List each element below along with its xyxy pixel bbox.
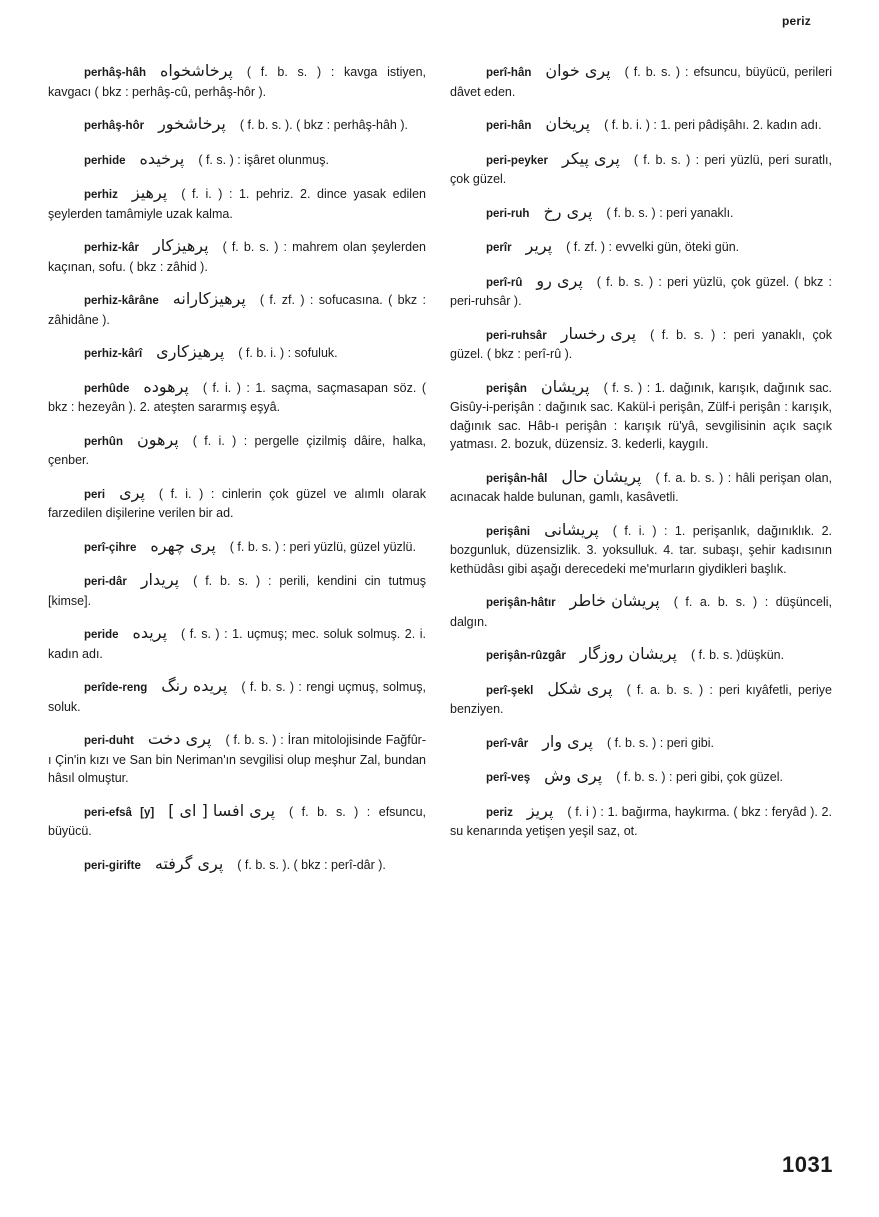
- entry-definition: ( f. s. ) : 1. dağınık, karışık, dağınık sac. Gisûy-i-perişân : dağınık sac. Kakül-i perişân, Zülf-i perişân : karışık, dağınık sac. Hâb-ı perişân : karışık rü'yâ, sevgilisinin açık saçık yatması. 2. bozuk, düzensiz. 3. kederli, kaygılı.: [450, 380, 832, 451]
- dictionary-entry: [450, 592, 832, 631]
- dictionary-entry: [48, 624, 426, 663]
- entry-headword: peride: [84, 629, 119, 641]
- entry-headword: perişân-hâtır: [486, 597, 556, 609]
- entry-headword: perhiz-kârâne: [84, 295, 159, 307]
- dictionary-entry: [450, 272, 832, 311]
- entry-definition: ( f. b. s. ) : İran mitolojisinde Fağfûr-ı Çin'in kızı ve San bin Neriman'ın sevgilisi olup meşhur Zal, bundan hâsıl olmuştur.: [48, 733, 426, 785]
- dictionary-entry: [450, 115, 832, 136]
- dictionary-entry: [450, 150, 832, 189]
- dictionary-entry: [48, 115, 426, 136]
- entry-definition: ( f. i. ) : cinlerin çok güzel ve alımlı olarak farzedilen dişilerine verilen bir ad.: [48, 486, 426, 520]
- dictionary-entry: [48, 184, 426, 223]
- entry-arabic-script: پری رخ: [543, 201, 593, 221]
- entry-definition: ( f. b. s. ) : peri gibi.: [606, 735, 714, 750]
- entry-headword: perhide: [84, 154, 126, 167]
- entry-arabic-script: پریز: [526, 800, 554, 820]
- entry-arabic-script: پری گرفته: [154, 853, 224, 873]
- entry-definition: ( f. i. ) : 1. perişanlık, dağınıklık. 2. bozgunluk, düzensizlik. 3. yoksulluk. 4. tar. subaşı, şehir kadısının kethüdâsı gibi aşağı derecedeki me'murların giydikleri başlık.: [450, 523, 832, 576]
- entry-definition: ( f. b. i. ) : sofuluk.: [238, 346, 338, 360]
- entry-arabic-script: پریده: [132, 623, 168, 642]
- dictionary-entry: [450, 802, 832, 841]
- entry-definition: ( f. b. s. ) : perili, kendini cin tutmuş [kimse].: [48, 574, 426, 608]
- entry-headword: peri-peyker: [486, 154, 549, 167]
- entry-headword: perhâş-hâh: [84, 67, 146, 79]
- entry-definition: ( f. i. ) : 1. saçma, saçmasapan söz. ( bkz : hezeyân ). 2. ateşten sararmış eşyâ.: [48, 380, 426, 414]
- entry-arabic-script: پریشان حال: [561, 466, 642, 486]
- entry-headword: peri-ruhsâr: [486, 329, 547, 342]
- entry-headword: peri: [84, 488, 106, 501]
- entry-headword: perî-rû: [486, 276, 523, 289]
- entry-definition: ( f. b. s. ) : peri yanaklı.: [606, 205, 734, 220]
- entry-arabic-script: پری خوان: [545, 61, 611, 80]
- entry-definition: ( f. b. s. ) : kavga istiyen, kavgacı ( bkz : perhâş-cû, perhâş-hôr ).: [48, 65, 426, 99]
- entry-arabic-script: پرخاشخواه: [160, 61, 233, 80]
- dictionary-entry: [48, 571, 426, 610]
- entry-arabic-script: پری رخسار: [560, 323, 637, 343]
- entry-headword: perîr: [486, 242, 512, 254]
- entry-definition: ( f. b. i. ) : 1. peri pâdişâhı. 2. kadın adı.: [604, 118, 822, 132]
- left-column: [48, 62, 426, 889]
- dictionary-entry: [48, 802, 426, 841]
- entry-definition: ( f. b. s. ) : mahrem olan şeylerden kaçınan, sofu. ( bkz : zâhid ).: [48, 240, 426, 274]
- entry-definition: ( f. a. b. s. ) : hâli perişan olan, acınacak halde bulunan, gamlı, kasâvetli.: [450, 470, 832, 504]
- entry-headword: perî-çihre: [84, 541, 137, 554]
- entry-definition: ( f. b. s. ) : peri yüzlü, güzel yüzlü.: [229, 539, 416, 554]
- dictionary-entry: [450, 521, 832, 579]
- entry-definition: ( f. i ) : 1. bağırma, haykırma. ( bkz : feryâd ). 2. su kenarında yetişen yeşil saz, ot.: [450, 804, 832, 838]
- entry-arabic-script: پرهیزکاری: [156, 342, 225, 361]
- entry-arabic-script: پری پیکر: [562, 148, 620, 168]
- entry-arabic-script: پریشان: [540, 376, 590, 396]
- entry-definition: ( f. b. s. ) : peri yanaklı, çok güzel. ( bkz : perî-rû ).: [450, 327, 832, 361]
- dictionary-entry: [450, 237, 832, 258]
- entry-arabic-script: پری وش: [544, 766, 603, 785]
- entry-arabic-script: پرخاشخور: [158, 114, 226, 133]
- dictionary-entry: [450, 733, 832, 754]
- entry-arabic-script: پریدار: [140, 570, 180, 589]
- entry-definition: ( f. i. ) : pergelle çizilmiş dâire, halka, çenber.: [48, 433, 426, 467]
- entry-headword: perişân-hâl: [486, 472, 548, 485]
- entry-definition: ( f. i. ) : 1. pehriz. 2. dince yasak edilen şeylerden tamâmiyle uzak kalma.: [48, 187, 426, 221]
- entry-arabic-script: پریده رنگ: [161, 676, 228, 695]
- entry-arabic-script: پری افسا [ ای ]: [168, 800, 276, 820]
- entry-headword: perhiz-kâr: [84, 242, 139, 254]
- entry-arabic-script: پریر: [525, 236, 553, 255]
- dictionary-entry: [450, 680, 832, 719]
- entry-definition: ( f. b. s. ) : peri gibi, çok güzel.: [616, 770, 783, 784]
- dictionary-entry: [450, 767, 832, 788]
- dictionary-entry: [48, 343, 426, 364]
- entry-definition: ( f. s. ) : 1. uçmuş; mec. soluk solmuş. 2. i. kadın adı.: [48, 627, 426, 661]
- entry-headword: perhiz: [84, 189, 118, 201]
- entry-definition: ( f. b. s. ) : efsuncu, büyücü, perileri dâvet eden.: [450, 65, 832, 99]
- entry-arabic-script: پری وار: [542, 731, 593, 751]
- entry-headword: periz: [486, 806, 513, 819]
- entry-definition: ( f. b. s. ). ( bkz : perî-dâr ).: [237, 857, 386, 872]
- entry-definition: ( f. s. ) : işâret olunmuş.: [198, 152, 329, 167]
- entry-headword: perhûde: [84, 382, 130, 395]
- entry-arabic-script: پری شکل: [547, 678, 613, 698]
- entry-headword: perî-hân: [486, 67, 532, 79]
- entry-headword: perhûn: [84, 435, 123, 448]
- entry-headword: perî-vâr: [486, 737, 529, 750]
- entry-arabic-script: پری دخت: [147, 729, 212, 748]
- entry-headword: perişân-rûzgâr: [486, 650, 566, 662]
- entry-headword: peri-dâr: [84, 576, 127, 588]
- entry-headword: perhâş-hôr: [84, 120, 145, 132]
- entry-headword: perhiz-kârî: [84, 348, 143, 360]
- entry-definition: ( f. a. b. s. ) : düşünceli, dalgın.: [450, 595, 832, 629]
- entry-headword: peri-duht: [84, 735, 134, 747]
- entry-arabic-script: پریشان خاطر: [569, 591, 660, 610]
- entry-headword: peri-efsâ [y]: [84, 806, 155, 819]
- dictionary-entry: [450, 645, 832, 666]
- dictionary-entry: [450, 468, 832, 507]
- entry-headword: perî-veş: [486, 772, 531, 784]
- entry-headword: peri-ruh: [486, 207, 530, 220]
- entry-headword: peri-hân: [486, 120, 532, 132]
- entry-definition: ( f. zf. ) : evvelki gün, öteki gün.: [566, 240, 740, 254]
- entry-headword: perîde-reng: [84, 682, 148, 694]
- entry-definition: ( f. b. s. ) : rengi uçmuş, solmuş, soluk.: [48, 680, 426, 714]
- entry-arabic-script: پری: [119, 482, 145, 502]
- entry-definition: ( f. b. s. ) : peri yüzlü, çok güzel. ( bkz : peri-ruhsâr ).: [450, 274, 832, 308]
- entry-headword: perişân: [486, 382, 527, 395]
- dictionary-entry: [48, 431, 426, 470]
- dictionary-entry: [48, 484, 426, 523]
- entry-arabic-script: پریخان: [545, 114, 591, 133]
- dictionary-entry: [450, 325, 832, 364]
- entry-definition: ( f. b. s. ). ( bkz : perhâş-hâh ).: [239, 118, 408, 132]
- entry-definition: ( f. b. s. ) : efsuncu, büyücü.: [48, 804, 427, 838]
- entry-arabic-script: پرهوده: [143, 376, 189, 396]
- entry-definition: ( f. zf. ) : sofucasına. ( bkz : zâhidâne ).: [48, 293, 426, 327]
- entry-headword: perişâni: [486, 525, 531, 538]
- entry-headword: perî-şekl: [486, 684, 534, 697]
- entry-arabic-script: پریشانی: [544, 519, 599, 539]
- dictionary-entry: [48, 855, 426, 876]
- entry-arabic-script: پرهیز: [131, 183, 168, 202]
- running-head: periz: [781, 14, 811, 28]
- entry-definition: ( f. a. b. s. ) : peri kıyâfetli, periye benziyen.: [450, 682, 832, 716]
- dictionary-entry: [48, 378, 426, 417]
- dictionary-entry: [48, 290, 426, 329]
- page-number: 1031: [782, 1152, 833, 1177]
- entry-arabic-script: پریشان روزگار: [579, 644, 678, 663]
- dictionary-entry: [450, 62, 832, 101]
- dictionary-entry: [450, 378, 832, 454]
- dictionary-entry: [48, 150, 426, 171]
- dictionary-entry: [450, 203, 832, 224]
- dictionary-entry: [48, 677, 426, 716]
- entry-arabic-script: پری چهره: [150, 535, 216, 555]
- dictionary-entry: [48, 62, 426, 101]
- dictionary-entry: [48, 237, 426, 276]
- entry-arabic-script: پرهون: [136, 429, 179, 449]
- dictionary-entry: [48, 537, 426, 558]
- entry-headword: peri-girifte: [84, 859, 141, 872]
- entry-arabic-script: پرهیزکارانه: [172, 289, 246, 308]
- entry-arabic-script: پری رو: [536, 270, 583, 290]
- entry-arabic-script: پرهیزکار: [152, 236, 209, 255]
- entry-definition: ( f. b. s. )düşkün.: [691, 648, 785, 662]
- entry-definition: ( f. b. s. ) : peri yüzlü, peri suratlı, çok güzel.: [450, 152, 832, 186]
- entry-arabic-script: پرخیده: [139, 148, 185, 168]
- dictionary-entry: [48, 730, 426, 788]
- right-column: [450, 62, 832, 855]
